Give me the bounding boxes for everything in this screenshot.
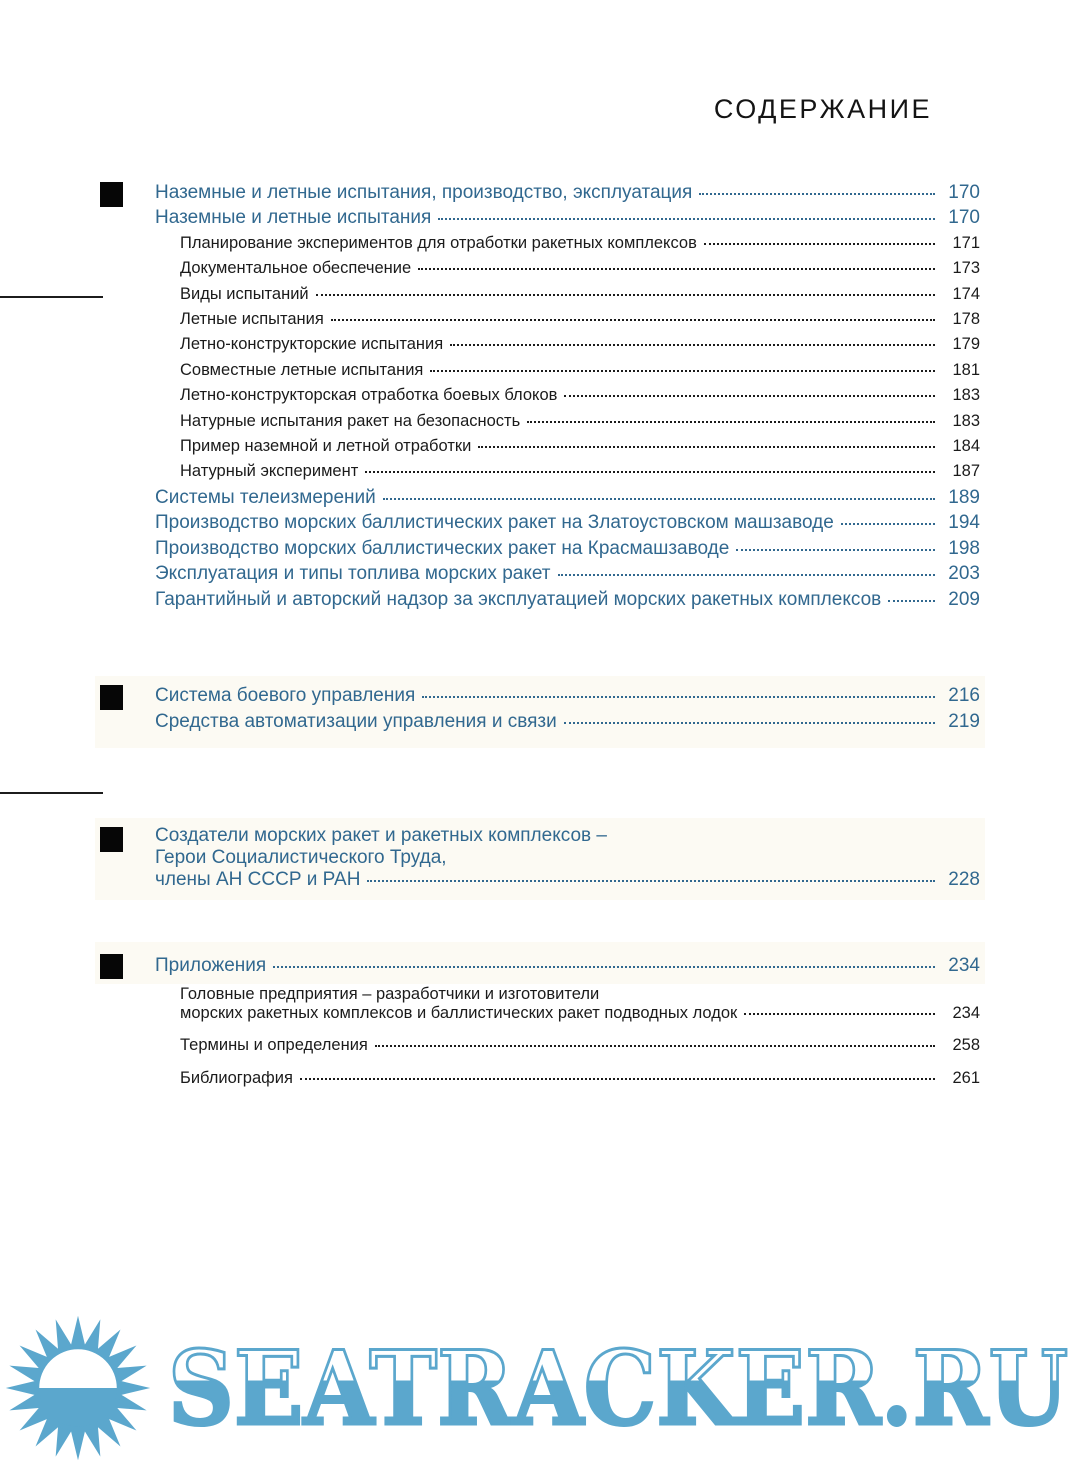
toc-entry-label: Наземные и летные испытания [155,207,432,229]
toc-entry-label: Герои Социалистического Труда, [155,846,447,868]
toc-entry [100,231,980,256]
page-number: 181 [952,360,980,379]
section-bullet [100,685,123,710]
dot-leader [736,549,935,551]
toc-entry [100,358,980,383]
dot-leader [438,218,935,220]
toc-entry-label: Летно-конструкторские испытания [180,335,444,354]
page-number: 171 [952,233,980,252]
dot-leader [365,471,935,473]
toc-entry-group [100,985,980,1024]
toc-entry [100,587,980,612]
page-number: 261 [952,1068,980,1087]
dot-leader [375,1045,935,1047]
toc-entry-label: Эксплуатация и типы топлива морских ракет [155,563,551,585]
page-number: 228 [948,868,980,890]
page-number: 170 [948,207,980,229]
toc-entry [100,485,980,510]
toc-section [100,825,980,891]
toc-entry-label: Документальное обеспечение [180,259,412,278]
fold-mark [0,296,103,298]
dot-leader [744,1013,935,1015]
section-bullet [100,954,123,979]
toc-entry [100,434,980,459]
toc-entry-label: Пример наземной и летной отработки [180,437,472,456]
toc-entry-label: Головные предприятия – разработчики и изготовители [180,984,600,1003]
toc-entry-label: Планирование экспериментов для отработки ракетных комплексов [180,233,697,252]
page-number: 183 [952,411,980,430]
page-number: 219 [948,711,980,733]
page-number: 209 [948,588,980,610]
section-bullet [100,827,123,852]
dot-leader [367,880,935,882]
page-number: 198 [948,537,980,559]
toc-entry [100,1033,980,1057]
dot-leader [450,344,935,346]
toc-entry [100,256,980,281]
toc-entry-label: Летно-конструкторская отработка боевых блоков [180,386,558,405]
toc-entry [100,383,980,408]
dot-leader [841,523,935,525]
toc-section [100,952,980,1090]
toc-entry-label: Создатели морских ракет и ракетных комплексов – [155,824,607,846]
toc-entry [100,459,980,484]
page-number: 184 [952,437,980,456]
dot-leader [699,193,935,195]
page-title: СОДЕРЖАНИЕ [713,94,932,124]
toc-entry [100,307,980,332]
toc-section [100,683,980,736]
toc-entry-label: Производство морских баллистических ракет на Красмашзаводе [155,537,730,559]
toc-entry-label: Система боевого управления [155,684,416,706]
dot-leader [430,370,935,372]
dot-leader [383,498,935,500]
toc-entry [100,332,980,357]
toc-entry-label: Производство морских баллистических ракет на Златоустовском машзаводе [155,512,834,534]
toc-entry-label: Наземные и летные испытания, производство, эксплуатация [155,182,693,203]
page-number: 173 [952,259,980,278]
fold-mark [0,792,103,794]
page-number: 203 [948,563,980,585]
toc-section [100,180,980,612]
toc-entry [100,561,980,586]
dot-leader [418,268,935,270]
dot-leader [331,319,935,321]
toc-entry [100,282,980,307]
page-number: 216 [948,684,980,706]
page-number: 178 [952,310,980,329]
toc-entry [100,536,980,561]
dot-leader [888,600,935,602]
page-number: 234 [948,954,980,976]
toc-entry-label: Натурный эксперимент [180,462,359,481]
toc-entry-label: Летные испытания [180,310,324,329]
toc-entry-line [100,985,980,1005]
toc-entry [100,709,980,736]
sun-logo-icon [2,1312,154,1464]
toc-entry-label: Виды испытаний [180,284,309,303]
page-number: 174 [952,284,980,303]
toc-entry-label: морских ракетных комплексов и баллистических ракет подводных лодок [180,1004,738,1023]
watermark [168,1336,1074,1452]
page-number: 234 [952,1004,980,1023]
toc-entry-label: Приложения [155,954,267,976]
dot-leader [558,574,935,576]
toc-entry [100,409,980,434]
toc-entry [100,180,980,205]
toc-entry-label: Библиография [180,1068,293,1087]
toc-entry [100,683,980,710]
dot-leader [422,696,935,698]
toc-entry-line [100,847,980,869]
toc-entry-label: Совместные летные испытания [180,360,424,379]
toc-entry [100,1066,980,1090]
toc-entry-label: Натурные испытания ракет на безопасность [180,411,521,430]
dot-leader [316,294,935,296]
dot-leader [564,722,935,724]
page-number: 194 [948,512,980,534]
toc-entry [100,510,980,535]
toc-entry-label: Системы телеизмерений [155,486,376,508]
toc-entry [100,869,980,891]
page-number: 183 [952,386,980,405]
section-bullet [100,182,123,207]
dot-leader [478,446,935,448]
toc-entry-label: члены АН СССР и РАН [155,868,361,890]
dot-leader [527,421,935,423]
toc-entry-label: Средства автоматизации управления и связи [155,711,557,733]
toc-entry-label: Термины и определения [180,1035,368,1054]
table-of-contents [100,180,980,1090]
toc-entry-line [100,825,980,847]
dot-leader [564,395,935,397]
toc-entry [100,205,980,230]
dot-leader [704,243,935,245]
page-number: 179 [952,335,980,354]
toc-entry [100,952,980,979]
page-number: 258 [952,1035,980,1054]
dot-leader [300,1078,935,1080]
dot-leader [273,966,935,968]
page-number: 170 [948,182,980,203]
page-number: 189 [948,486,980,508]
toc-entry-label: Гарантийный и авторский надзор за эксплуатацией морских ракетных комплексов [155,588,882,610]
watermark-text: SEATRACKER.RU [168,1336,1068,1449]
toc-entry [100,1004,980,1024]
page-number: 187 [952,462,980,481]
